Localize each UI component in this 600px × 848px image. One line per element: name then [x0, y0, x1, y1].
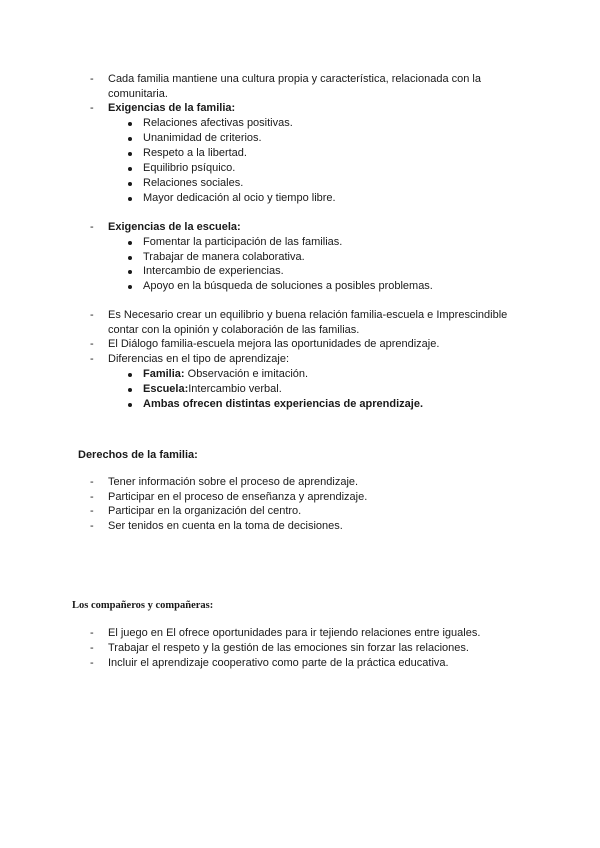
list-item: Trabajar de manera colaborativa.	[143, 251, 305, 263]
list-item-text: Intercambio verbal.	[188, 383, 282, 395]
paragraph-line: Diferencias en el tipo de aprendizaje:	[108, 353, 290, 365]
list-item: Equilibrio psíquico.	[143, 162, 236, 174]
dash-marker: -	[90, 309, 94, 321]
list-item: El juego en El ofrece oportunidades para ir tejiendo relaciones entre iguales.	[108, 627, 481, 639]
dash-marker: -	[90, 520, 94, 532]
dash-marker: -	[90, 642, 94, 654]
peers-heading: Los compañeros y compañeras:	[72, 600, 214, 611]
list-item-label: Familia:	[143, 368, 185, 380]
list-item: Respeto a la libertad.	[143, 147, 247, 159]
dash-marker: -	[90, 73, 94, 85]
list-item	[143, 367, 308, 381]
dash-marker: -	[90, 627, 94, 639]
bullet-icon	[128, 241, 132, 245]
list-item: Tener información sobre el proceso de aprendizaje.	[108, 476, 359, 488]
dash-marker: -	[90, 505, 94, 517]
bullet-icon	[128, 122, 132, 126]
bullet-icon	[128, 388, 132, 392]
bullet-icon	[128, 256, 132, 260]
family-requirements-heading: Exigencias de la familia:	[108, 102, 236, 114]
dash-marker: -	[90, 476, 94, 488]
list-item: Participar en el proceso de enseñanza y aprendizaje.	[108, 491, 368, 503]
dash-marker: -	[90, 102, 94, 114]
school-requirements-heading: Exigencias de la escuela:	[108, 221, 241, 233]
dash-marker: -	[90, 338, 94, 350]
bullet-icon	[128, 152, 132, 156]
list-item: Unanimidad de criterios.	[143, 132, 262, 144]
list-item: Apoyo en la búsqueda de soluciones a posibles problemas.	[143, 280, 433, 292]
dash-marker: -	[90, 221, 94, 233]
list-item: Relaciones afectivas positivas.	[143, 117, 293, 129]
paragraph-line: Cada familia mantiene una cultura propia y característica, relacionada con la	[108, 73, 481, 85]
dash-marker: -	[90, 353, 94, 365]
bullet-icon	[128, 285, 132, 289]
paragraph-line: El Diálogo familia-escuela mejora las oportunidades de aprendizaje.	[108, 338, 440, 350]
bullet-icon	[128, 270, 132, 274]
list-item	[143, 382, 282, 396]
dash-marker: -	[90, 657, 94, 669]
dash-marker: -	[90, 491, 94, 503]
list-item: Ser tenidos en cuenta en la toma de decisiones.	[108, 520, 343, 532]
list-item-label: Escuela:	[143, 383, 189, 395]
list-item: Participar en la organización del centro.	[108, 505, 302, 517]
bullet-icon	[128, 167, 132, 171]
list-item: Mayor dedicación al ocio y tiempo libre.	[143, 192, 336, 204]
bullet-icon	[128, 182, 132, 186]
paragraph-line: Es Necesario crear un equilibrio y buena relación familia-escuela e Imprescindible	[108, 309, 508, 321]
paragraph-line: comunitaria.	[108, 88, 168, 100]
paragraph-line: contar con la opinión y colaboración de las familias.	[108, 324, 360, 336]
bullet-icon	[128, 403, 132, 407]
list-item: Intercambio de experiencias.	[143, 265, 284, 277]
bullet-icon	[128, 137, 132, 141]
list-item: Incluir el aprendizaje cooperativo como parte de la práctica educativa.	[108, 657, 449, 669]
list-item: Fomentar la participación de las familias.	[143, 236, 343, 248]
list-item: Trabajar el respeto y la gestión de las emociones sin forzar las relaciones.	[108, 642, 469, 654]
list-item-text: Observación e imitación.	[184, 368, 309, 380]
list-item: Relaciones sociales.	[143, 177, 244, 189]
bullet-icon	[128, 197, 132, 201]
bullet-icon	[128, 373, 132, 377]
list-item: Ambas ofrecen distintas experiencias de aprendizaje.	[143, 398, 423, 410]
family-rights-heading: Derechos de la familia:	[78, 449, 198, 461]
